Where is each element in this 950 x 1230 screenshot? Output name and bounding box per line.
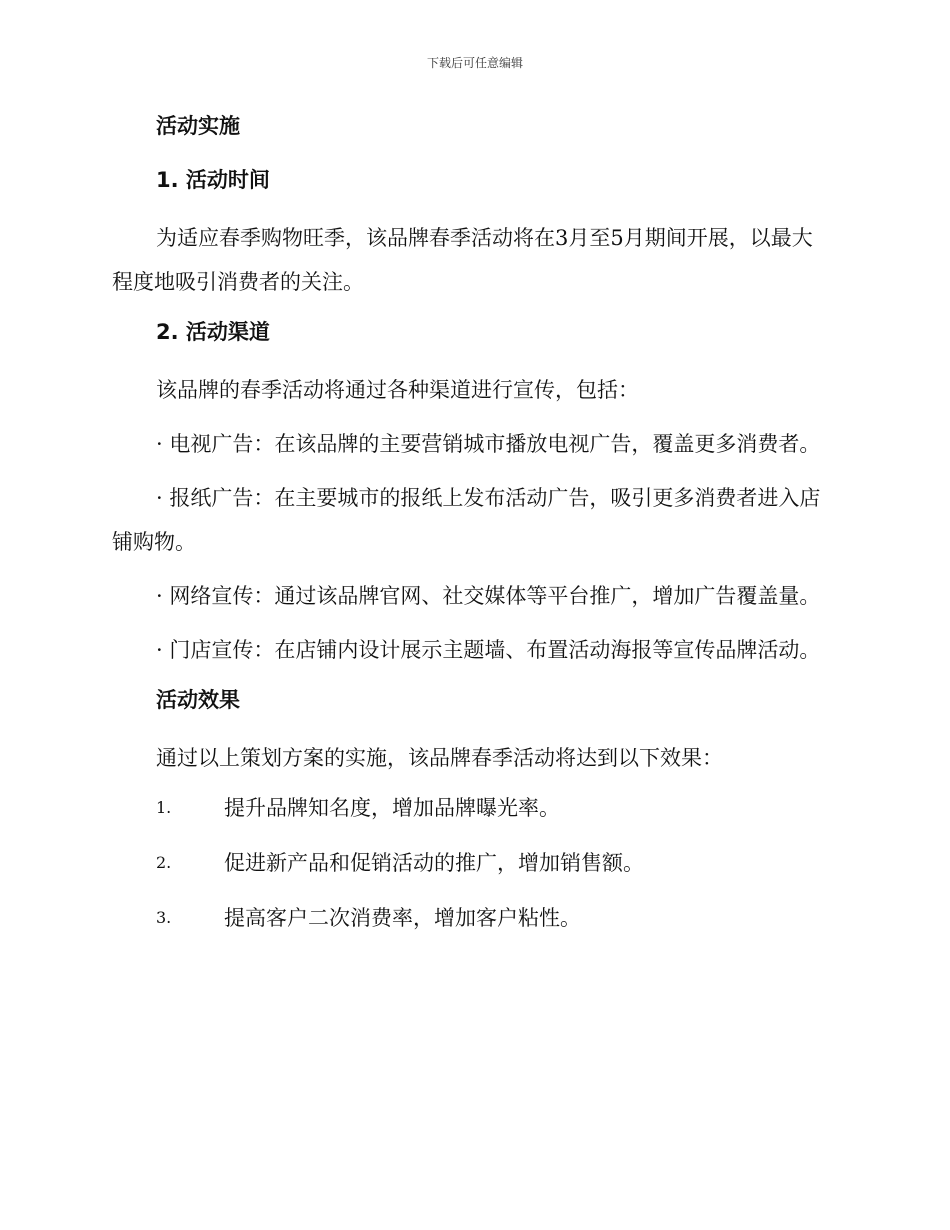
heading-implementation: 活动实施 [156, 114, 240, 138]
list-item [112, 845, 832, 881]
list-number: 3. [156, 908, 172, 927]
paragraph-activity-time: 为适应春季购物旺季，该品牌春季活动将在3月至5月期间开展，以最大程度地吸引消费者的关注。 [112, 226, 813, 294]
bullet-online-promo: · 网络宣传：通过该品牌官网、社交媒体等平台推广，增加广告覆盖量。 [156, 584, 821, 608]
heading-activity-channel: 2. 活动渠道 [156, 320, 270, 344]
header-note: 下载后可任意编辑 [426, 56, 523, 70]
list-text: 提高客户二次消费率，增加客户粘性。 [224, 906, 581, 930]
list-item [112, 900, 832, 936]
paragraph-effect-intro: 通过以上策划方案的实施，该品牌春季活动将达到以下效果： [156, 746, 723, 770]
document-body [112, 108, 832, 936]
list-text: 提升品牌知名度，增加品牌曝光率。 [224, 796, 560, 820]
list-text: 促进新产品和促销活动的推广，增加销售额。 [224, 851, 644, 875]
heading-activity-time: 1. 活动时间 [156, 168, 270, 192]
list-item [112, 790, 832, 826]
bullet-newspaper-ad: · 报纸广告：在主要城市的报纸上发布活动广告，吸引更多消费者进入店铺购物。 [112, 486, 821, 554]
heading-activity-effect: 活动效果 [156, 688, 240, 712]
bullet-tv-ad: · 电视广告：在该品牌的主要营销城市播放电视广告，覆盖更多消费者。 [156, 432, 821, 456]
list-number: 1. [156, 798, 172, 817]
paragraph-channel-intro: 该品牌的春季活动将通过各种渠道进行宣传，包括： [156, 378, 639, 402]
bullet-store-promo: · 门店宣传：在店铺内设计展示主题墙、布置活动海报等宣传品牌活动。 [156, 638, 821, 662]
list-number: 2. [156, 853, 172, 872]
